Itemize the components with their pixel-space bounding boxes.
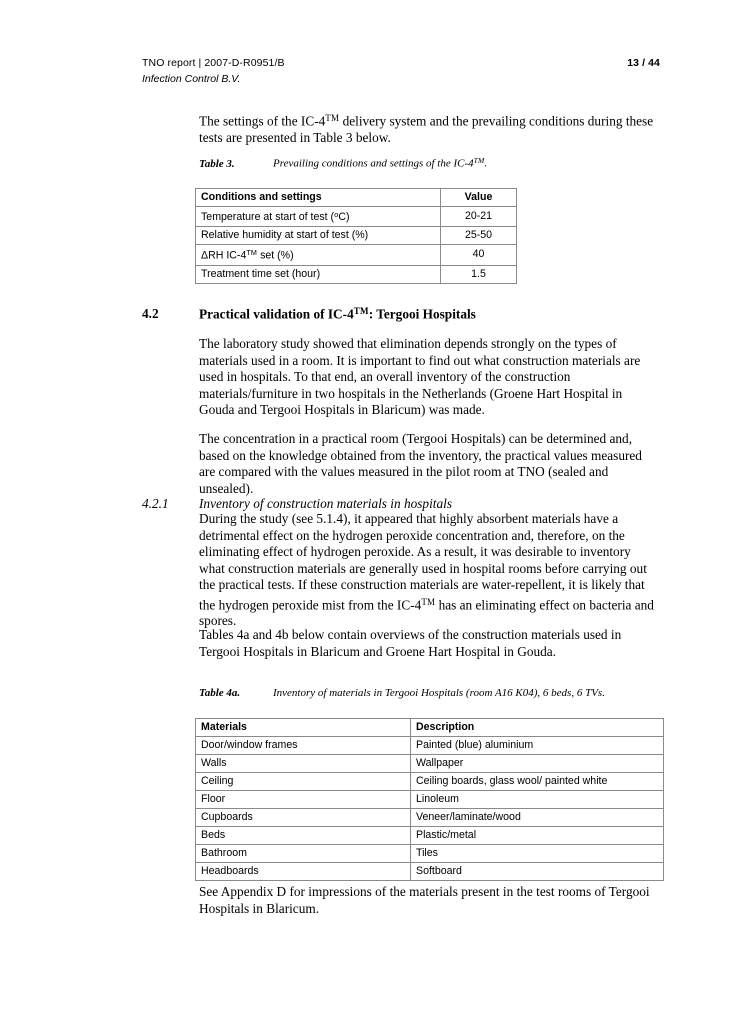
table3-cell-condition: [196, 265, 441, 283]
table-row: [196, 755, 664, 773]
table4a-cell-material: Bathroom: [196, 845, 411, 863]
table3-condition-text-part2: C): [338, 211, 350, 224]
section-4-2-title-part2: : Tergooi Hospitals: [368, 306, 476, 322]
table-row: [196, 845, 664, 863]
table3-caption-trademark: TM: [473, 156, 485, 165]
table4a-cell-description: Painted (blue) aluminium: [411, 737, 664, 755]
table4a-caption: [199, 686, 669, 700]
table4a-cell-material: Headboards: [196, 863, 411, 881]
table4a-cell-material: Ceiling: [196, 773, 411, 791]
table3-condition-text-part2: set (%): [257, 249, 294, 262]
table3-cell-value: 1.5: [441, 265, 517, 283]
table4a-cell-description: Veneer/laminate/wood: [411, 809, 664, 827]
table3-caption-text-part2: .: [484, 157, 488, 170]
header-page-number: 13 / 44: [627, 57, 660, 69]
intro-paragraph: [199, 110, 659, 146]
trademark-superscript: TM: [421, 596, 436, 607]
table-prevailing-conditions: [195, 188, 517, 284]
table-row: [196, 809, 664, 827]
paragraph-tables-overview: Tables 4a and 4b below contain overviews of the construction materials used in Tergooi Hospitals in Blaricum and Groene Hart Hospital in Gouda.: [199, 627, 622, 659]
table4a-cell-material: Door/window frames: [196, 737, 411, 755]
table4a-cell-material: Cupboards: [196, 809, 411, 827]
paragraph-laboratory-study: The laboratory study showed that elimination depends strongly on the types of materials used in a room. It is important to find out what construction materials are used in hospitals. To that end, an overall inventory of the construction materials/furniture in two hospitals in the Netherlands (Groene Hart Hospital in Gouda and Tergooi Hospitals in Blaricum) was made.: [199, 336, 641, 417]
table-row: [196, 863, 664, 881]
table3-header-conditions: Conditions and settings: [196, 189, 441, 207]
table4a-cell-description: Softboard: [411, 863, 664, 881]
table4a-cell-description: Tiles: [411, 845, 664, 863]
table4a-cell-description: Plastic/metal: [411, 827, 664, 845]
table3-header-value: Value: [441, 189, 517, 207]
paragraph-appendix-reference: See Appendix D for impressions of the materials present in the test rooms of Tergooi Hospitals in Blaricum.: [199, 884, 650, 916]
table4a-header-materials: Materials: [196, 719, 411, 737]
table-inventory-tergooi: [195, 718, 664, 881]
table3-condition-text-part1: Temperature at start of test (: [201, 211, 335, 224]
header-report-text: TNO report | 2007-D-R0951/B: [142, 57, 285, 69]
table4a-cell-material: Beds: [196, 827, 411, 845]
table-row: [196, 227, 517, 245]
table3-cell-value: 40: [441, 245, 517, 265]
table3-header-row: [196, 189, 517, 207]
table4a-cell-material: Floor: [196, 791, 411, 809]
table3-cell-condition: [196, 207, 441, 227]
section-4-2-1-number: 4.2.1: [142, 496, 169, 511]
inventory-text-part1: During the study (see 5.1.4), it appeared that highly absorbent materials have a detrimental effect on the hydrogen peroxide concentration and, therefore, on the eliminating effect of hydrogen peroxide. As a result, it was desirable to inventory what construction materials are generally used in hospital rooms before carrying out the practical tests. If these construction materials are water-repellent, it is likely that the hydrogen peroxide mist from the IC-4: [199, 511, 647, 612]
section-4-2-1-title: Inventory of construction materials in hospitals: [199, 496, 452, 511]
table-row: [196, 245, 517, 265]
table4a-caption-text: Inventory of materials in Tergooi Hospitals (room A16 K04), 6 beds, 6 TVs.: [273, 687, 605, 699]
table3-cell-value: 20-21: [441, 207, 517, 227]
table4a-cell-material: Walls: [196, 755, 411, 773]
table3-condition-text-part1: ΔRH IC-4: [201, 249, 247, 262]
table3-condition-text-part1: Treatment time set (hour): [201, 267, 321, 280]
table3-cell-condition: [196, 245, 441, 265]
table3-cell-value: 25-50: [441, 227, 517, 245]
table-row: [196, 207, 517, 227]
table-row: [196, 827, 664, 845]
heading-section-4-2: [142, 303, 662, 322]
header-organisation: Infection Control B.V.: [142, 73, 241, 85]
table3-caption-label: Table 3.: [199, 157, 235, 170]
section-4-2-number: 4.2: [142, 306, 159, 322]
table-row: [196, 791, 664, 809]
table3-condition-text-part1: Relative humidity at start of test (%): [201, 229, 369, 242]
inventory-text-part2: has an eliminating effect on bacteria and spores.: [199, 596, 654, 629]
table4a-caption-label: Table 4a.: [199, 687, 241, 699]
trademark-superscript: TM: [325, 113, 340, 123]
table4a-header-row: [196, 719, 664, 737]
paragraph-concentration: The concentration in a practical room (Tergooi Hospitals) can be determined and, based on the knowledge obtained from the inventory, the practical values measured are compared with the values measured in the pilot room at TNO (sealed and unsealed).: [199, 431, 642, 496]
trademark-superscript: TM: [246, 248, 258, 258]
table4a-header-description: Description: [411, 719, 664, 737]
intro-text-part1: The settings of the IC-4: [199, 113, 326, 129]
table-row: [196, 773, 664, 791]
paragraph-inventory-body: [199, 511, 659, 630]
table4a-cell-description: Linoleum: [411, 791, 664, 809]
table-row: [196, 737, 664, 755]
section-4-2-title-part1: Practical validation of IC-4: [199, 306, 354, 322]
table-row: [196, 265, 517, 283]
trademark-superscript: TM: [353, 306, 369, 316]
table3-cell-condition: [196, 227, 441, 245]
table4a-cell-description: Wallpaper: [411, 755, 664, 773]
table3-caption: [199, 154, 669, 171]
intro-text-part2: delivery system and the prevailing conditions during these tests are presented in Table 3 below.: [199, 113, 654, 145]
page-header: [142, 56, 660, 87]
heading-section-4-2-1: [142, 495, 662, 512]
header-report-line: [142, 56, 660, 70]
table3-caption-text-part1: Prevailing conditions and settings of the IC-4: [273, 157, 474, 170]
table4a-cell-description: Ceiling boards, glass wool/ painted white: [411, 773, 664, 791]
degree-superscript: o: [334, 210, 339, 219]
